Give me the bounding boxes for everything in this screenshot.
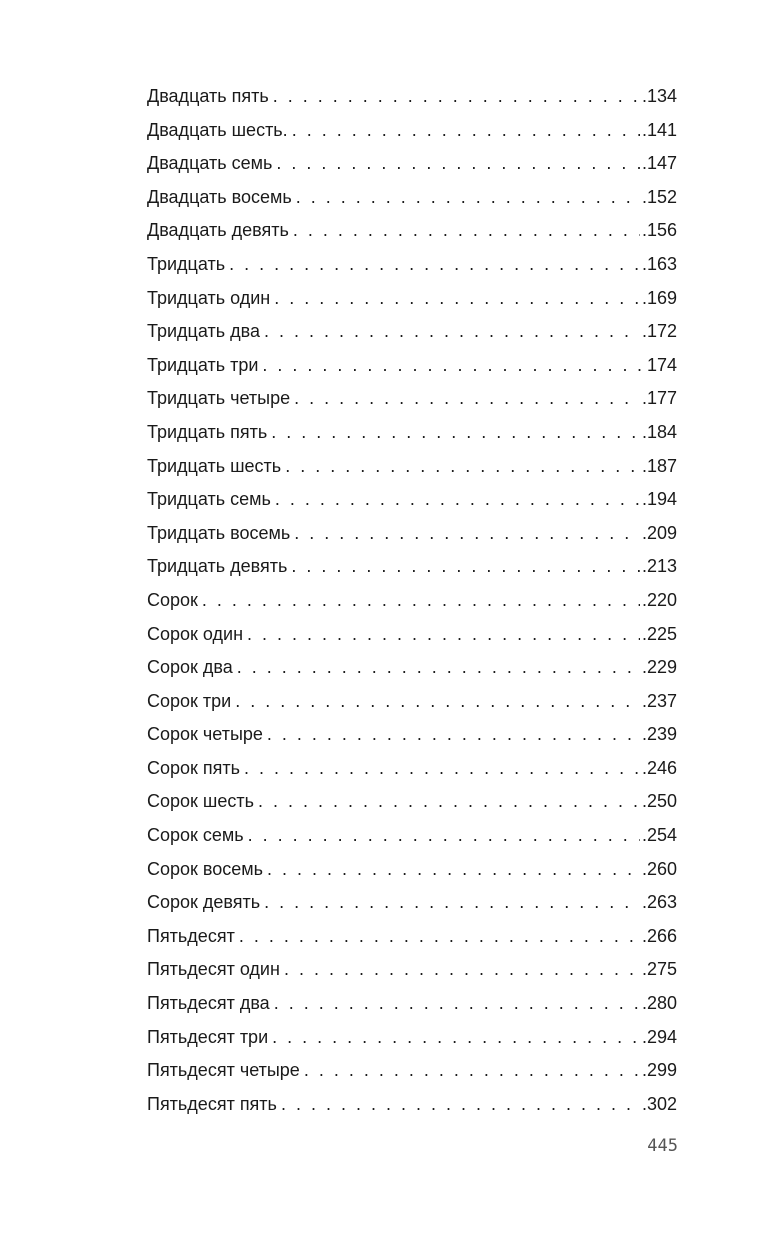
toc-entry-title: Тридцать два — [147, 321, 260, 342]
dot-leader — [271, 416, 640, 450]
toc-entry-title: Тридцать один — [147, 287, 271, 308]
page-number: 445 — [647, 1136, 678, 1156]
toc-entry — [147, 1088, 677, 1122]
toc-entry — [147, 483, 677, 517]
toc-entry — [147, 315, 677, 349]
table-of-contents — [147, 80, 677, 1121]
toc-entry-title: Пятьдесят пять — [147, 1093, 277, 1114]
dot-leader — [292, 114, 640, 148]
dot-leader — [296, 181, 640, 215]
toc-entry-page: .237 — [641, 690, 677, 711]
dot-leader — [294, 517, 640, 551]
toc-entry-page: .163 — [641, 253, 677, 274]
toc-entry-page: .299 — [641, 1060, 677, 1081]
toc-entry-title: Двадцать девять — [147, 220, 289, 241]
toc-entry-title: Сорок четыре — [147, 724, 263, 745]
toc-entry — [147, 953, 677, 987]
dot-leader — [248, 819, 640, 853]
toc-entry-page: .280 — [641, 993, 677, 1014]
toc-entry-title: Пятьдесят — [147, 925, 235, 946]
dot-leader — [267, 718, 640, 752]
toc-entry-page: .225 — [641, 623, 677, 644]
toc-entry-title: Пятьдесят один — [147, 959, 280, 980]
toc-entry-title: Тридцать пять — [147, 421, 268, 442]
toc-entry — [147, 1021, 677, 1055]
toc-entry — [147, 718, 677, 752]
toc-entry-page: .275 — [641, 959, 677, 980]
dot-leader — [291, 550, 640, 584]
dot-leader — [264, 315, 640, 349]
toc-entry-title: Сорок шесть — [147, 791, 254, 812]
toc-entry — [147, 214, 677, 248]
dot-leader — [235, 685, 640, 719]
toc-entry — [147, 853, 677, 887]
toc-entry-page: .172 — [641, 321, 677, 342]
toc-entry-page: .187 — [641, 455, 677, 476]
toc-entry — [147, 248, 677, 282]
toc-entry-page: .141 — [641, 119, 677, 140]
toc-entry-title: Тридцать три — [147, 354, 259, 375]
toc-entry-title: Двадцать семь — [147, 153, 273, 174]
toc-entry-title: Тридцать — [147, 253, 226, 274]
toc-entry-title: Тридцать семь — [147, 489, 271, 510]
toc-entry-page: .239 — [641, 724, 677, 745]
toc-entry — [147, 752, 677, 786]
dot-leader — [274, 282, 640, 316]
toc-entry-title: Двадцать восемь — [147, 186, 292, 207]
toc-entry-page: .294 — [641, 1026, 677, 1047]
toc-entry — [147, 181, 677, 215]
toc-entry-page: .156 — [641, 220, 677, 241]
dot-leader — [284, 953, 640, 987]
toc-entry-title: Сорок девять — [147, 892, 261, 913]
toc-entry-page: .220 — [641, 589, 677, 610]
toc-entry-page: .134 — [641, 86, 677, 106]
dot-leader — [274, 987, 640, 1021]
toc-entry-title: Тридцать четыре — [147, 388, 291, 409]
toc-entry — [147, 114, 677, 148]
toc-entry-page: .213 — [641, 556, 677, 577]
dot-leader — [244, 752, 640, 786]
toc-entry-page: .147 — [641, 153, 677, 174]
dot-leader — [285, 450, 640, 484]
dot-leader — [293, 214, 640, 248]
toc-entry-page: .184 — [641, 421, 677, 442]
toc-entry-title: Сорок два — [147, 657, 233, 678]
toc-entry — [147, 147, 677, 181]
toc-entry-title: Двадцать пять — [147, 86, 269, 106]
toc-entry — [147, 416, 677, 450]
toc-entry-title: Сорок восемь — [147, 858, 264, 879]
toc-entry — [147, 685, 677, 719]
dot-leader — [273, 80, 640, 114]
toc-entry-page: .254 — [641, 825, 677, 846]
toc-entry-page: .266 — [641, 925, 677, 946]
toc-entry-page: .246 — [641, 757, 677, 778]
dot-leader — [275, 483, 640, 517]
toc-entry-title: Тридцать девять — [147, 556, 288, 577]
toc-entry-title: Пятьдесят два — [147, 993, 270, 1014]
toc-entry-page: .177 — [641, 388, 677, 409]
toc-entry — [147, 282, 677, 316]
dot-leader — [272, 1021, 640, 1055]
toc-entry — [147, 80, 677, 114]
toc-entry-title: Сорок один — [147, 623, 244, 644]
dot-leader — [237, 651, 640, 685]
toc-entry-page: .152 — [641, 186, 677, 207]
toc-entry — [147, 550, 677, 584]
toc-entry-title: Сорок три — [147, 690, 232, 711]
toc-entry-page: .209 — [641, 522, 677, 543]
toc-entry — [147, 987, 677, 1021]
toc-entry — [147, 517, 677, 551]
toc-entry-page: .263 — [641, 892, 677, 913]
toc-entry-page: .302 — [641, 1093, 677, 1114]
dot-leader — [239, 920, 640, 954]
toc-entry-page: .194 — [641, 489, 677, 510]
dot-leader — [294, 382, 640, 416]
toc-entry-title: Пятьдесят четыре — [147, 1060, 300, 1081]
toc-entry-title: Сорок — [147, 589, 198, 610]
toc-entry — [147, 819, 677, 853]
dot-leader — [267, 853, 640, 887]
toc-entry-title: Тридцать восемь — [147, 522, 291, 543]
dot-leader — [281, 1088, 640, 1122]
toc-entry-page: .260 — [641, 858, 677, 879]
toc-entry-title: Тридцать шесть — [147, 455, 282, 476]
dot-leader — [276, 147, 640, 181]
toc-entry-page: .169 — [641, 287, 677, 308]
toc-entry — [147, 450, 677, 484]
toc-entry — [147, 886, 677, 920]
toc-entry-title: Сорок пять — [147, 757, 241, 778]
toc-entry — [147, 785, 677, 819]
toc-entry — [147, 382, 677, 416]
dot-leader — [264, 886, 640, 920]
dot-leader — [304, 1054, 640, 1088]
dot-leader — [262, 349, 635, 383]
dot-leader — [229, 248, 640, 282]
toc-entry — [147, 920, 677, 954]
dot-leader — [202, 584, 640, 618]
toc-entry — [147, 349, 677, 383]
toc-entry — [147, 618, 677, 652]
toc-entry — [147, 1054, 677, 1088]
toc-entry — [147, 651, 677, 685]
toc-entry-page: . 174 — [636, 354, 677, 375]
dot-leader — [247, 618, 640, 652]
toc-entry-title: Пятьдесят три — [147, 1026, 269, 1047]
toc-entry-title: Сорок семь — [147, 825, 244, 846]
dot-leader — [258, 785, 640, 819]
toc-entry — [147, 584, 677, 618]
toc-entry-title: Двадцать шесть. — [147, 119, 288, 140]
toc-entry-page: .229 — [641, 657, 677, 678]
toc-entry-page: .250 — [641, 791, 677, 812]
